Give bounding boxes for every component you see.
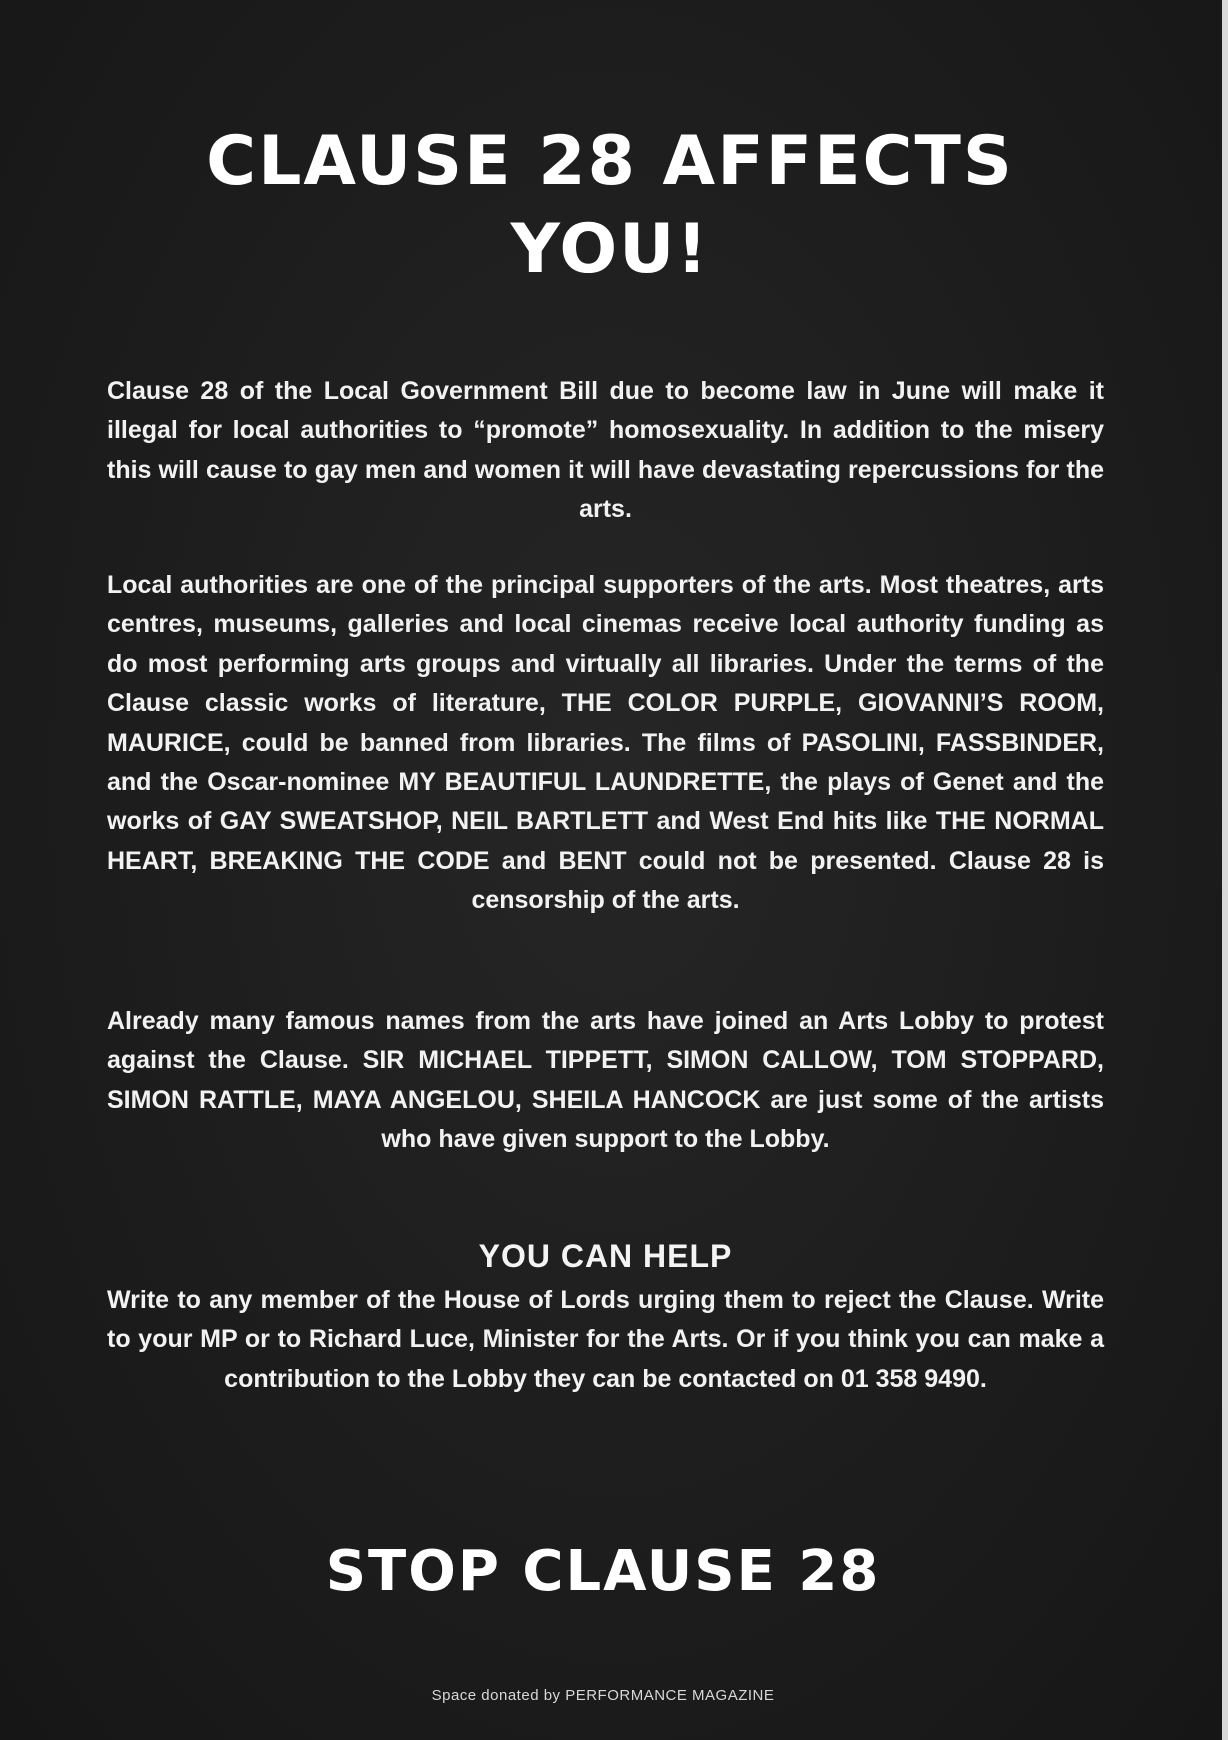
page-edge	[1222, 0, 1228, 1740]
intro-paragraph: Clause 28 of the Local Government Bill due to become law in June will make it illegal for local authorities to “promote” homosexuality. In addition to the misery this will cause to gay men and women it will have devastating repercussions for the arts.	[107, 377, 1104, 524]
help-paragraph: Write to any member of the House of Lords urging them to reject the Clause. Write to your MP or to Richard Luce, Minister for the Arts. Or if you think you can make a contribution to the Lobby they can be contacted on 01 358 9490.	[107, 1286, 1104, 1393]
arts-lobby-paragraph: Already many famous names from the arts have joined an Arts Lobby to protest against the Clause. SIR MICHAEL TIPPETT, SIMON CALLOW, TOM STOPPARD, SIMON RATTLE, MAYA ANGELOU, SHEILA HANCOCK are just some of the artists who have given support to the Lobby.	[107, 1007, 1104, 1154]
arts-funding-paragraph: Local authorities are one of the principal supporters of the arts. Most theatres, arts centres, museums, galleries and local cinemas receive local authority funding as do most performing arts groups and virtually all libraries. Under the terms of the Clause classic works of literature, THE COLOR PURPLE, GIOVANNI’S ROOM, MAURICE, could be banned from libraries. The films of PASOLINI, FASSBINDER, and the Oscar-nominee MY BEAUTIFUL LAUNDRETTE, the plays of Genet and the works of GAY SWEATSHOP, NEIL BARTLETT and West End hits like THE NORMAL HEART, BREAKING THE CODE and BENT could not be presented. Clause 28 is censorship of the arts.	[107, 571, 1104, 915]
help-heading: YOU CAN HELP	[478, 1238, 733, 1274]
headline: CLAUSE 28 AFFECTS YOU!	[206, 122, 1014, 289]
slogan: STOP CLAUSE 28	[325, 1539, 881, 1604]
credit-line: Space donated by PERFORMANCE MAGAZINE	[431, 1687, 775, 1704]
